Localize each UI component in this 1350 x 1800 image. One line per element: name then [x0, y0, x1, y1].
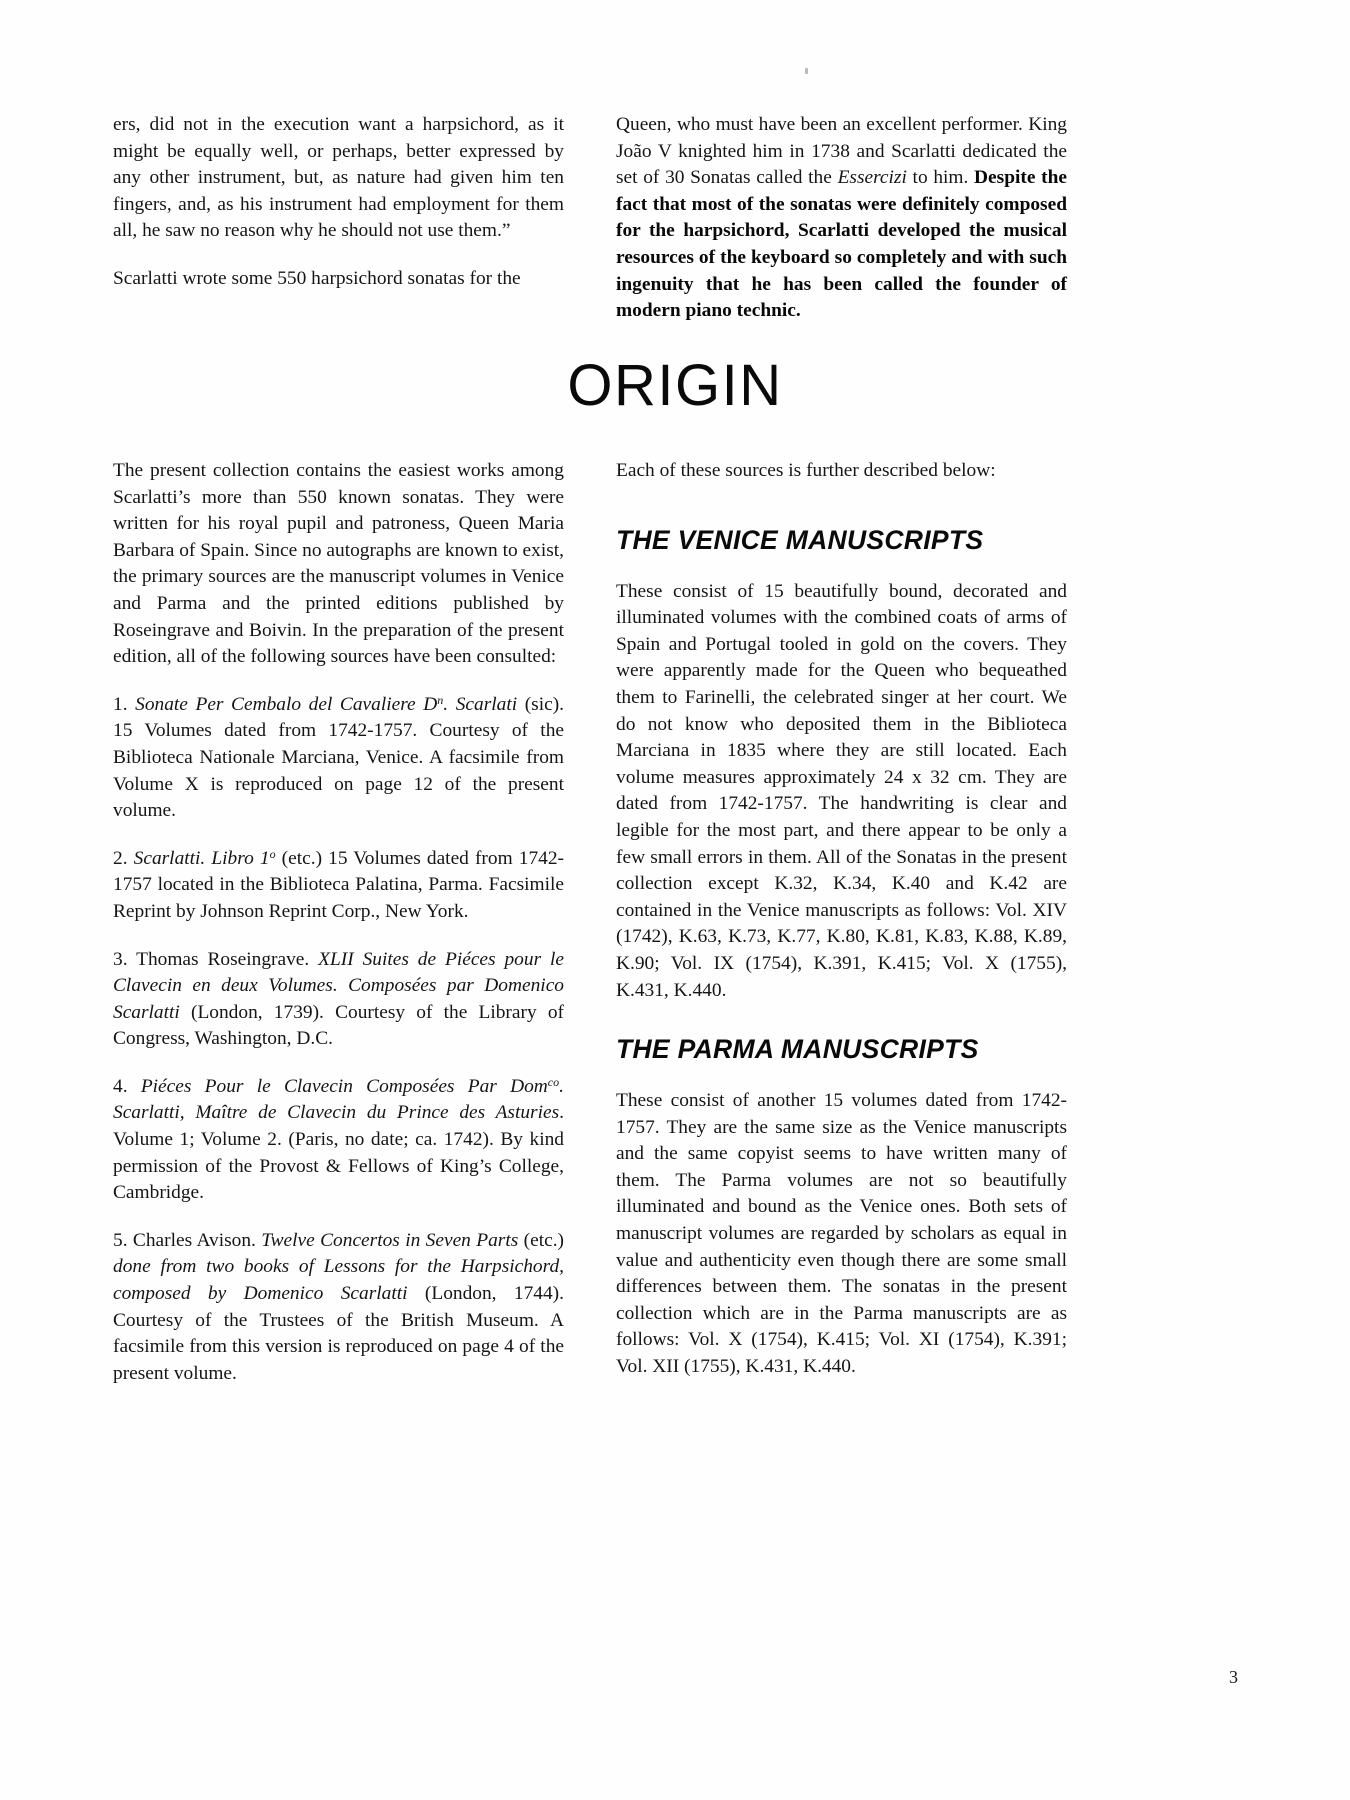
paragraph-sources-described: Each of these sources is further described below:	[616, 460, 996, 481]
source-number: 2.	[113, 847, 134, 869]
top-right-column	[616, 112, 1067, 346]
source-number: 5.	[113, 1229, 133, 1251]
source-detail: (London, 1744). Courtesy of the Trustees of the British Museum. A facsimile from this version is reproduced on page 4 of the present volume.	[113, 1283, 564, 1384]
text-plain-lead: Queen, who must have been an excellent performer. King João V knighted him in 1738 and Scarlatti dedicated the set of 30 Sonatas called the	[616, 114, 1067, 189]
paragraph-queen	[616, 112, 1067, 325]
lower-right-column	[616, 458, 1067, 1408]
source-number: 1.	[113, 693, 136, 715]
source-number: 3.	[113, 948, 137, 970]
source-title-part-a: Scarlatti. Libro 1	[133, 847, 270, 869]
page-title-wrap	[0, 352, 1350, 419]
source-title-part-a: Twelve Concertos in Seven Parts	[261, 1229, 519, 1251]
text-bold-emphasis: Despite the fact that most of the sonatas were definitely composed for the harpsichord, Scarlatti developed the musical resources of the keyboard so completely and with such ingenuity that he has been called the founder of modern piano technic.	[616, 167, 1067, 322]
source-item-4	[113, 1074, 564, 1207]
source-plain-mid: (etc.)	[518, 1229, 564, 1251]
source-title-part-a: Sonate Per Cembalo del Cavaliere D	[135, 693, 438, 715]
source-author: Thomas Roseingrave.	[136, 948, 319, 970]
paragraph-sonata-count: Scarlatti wrote some 550 harpsichord sonatas for the	[113, 267, 521, 289]
top-columns	[113, 112, 1237, 346]
section-heading-parma: THE PARMA MANUSCRIPTS	[616, 1034, 979, 1065]
source-detail: . Volume 1; Volume 2. (Paris, no date; ca. 1742). By kind permission of the Provost & Fellows of King’s College, Cambridge.	[113, 1102, 564, 1204]
top-left-column	[113, 112, 564, 346]
source-title-part-b: . Scarlatti, Maître de Clavecin du Prince des Asturies	[113, 1075, 564, 1124]
source-title-superscript: co	[547, 1074, 560, 1089]
paragraph-parma-manuscripts: These consist of another 15 volumes dated from 1742-1757. They are the same size as the Venice manuscripts and the same copyist seems to have written many of them. The Parma volumes are not so beautifully illuminated and bound as the Venice ones. Both sets of manuscript volumes are regarded by scholars as equal in value and authenticity even though there are some small differences between them. The sonatas in the present collection which are in the Parma manuscripts are as follows: Vol. X (1754), K.415; Vol. XI (1754), K.391; Vol. XII (1755), K.431, K.440.	[616, 1090, 1067, 1378]
paragraph-continuation: ers, did not in the execution want a harpsichord, as it might be equally well, or perhaps, better expressed by any other instrument, but, as nature had given him ten fingers, and, as his instrument had employment for them all, he saw no reason why he should not use them.”	[113, 114, 564, 242]
source-number: 4.	[113, 1075, 141, 1097]
source-item-3	[113, 947, 564, 1053]
source-title-part-a: Piéces Pour le Clavecin Composées Par Dom	[140, 1075, 548, 1097]
source-title-superscript: o	[269, 846, 276, 861]
source-title-superscript: n	[437, 692, 444, 707]
source-detail: (etc.) 15 Volumes dated from 1742-1757 located in the Biblioteca Palatina, Parma. Facsimile Reprint by Johnson Reprint Corp., New York.	[113, 847, 564, 922]
source-detail: (sic). 15 Volumes dated from 1742-1757. Courtesy of the Biblioteca Nationale Marciana, Venice. A facsimile from Volume X is reproduced on page 12 of the present volume.	[113, 693, 565, 822]
source-item-5	[113, 1228, 564, 1388]
scan-speck	[805, 68, 808, 74]
source-title-part-a: XLII Suites de Piéces pour le Clavecin en deux Volumes. Composées par Domenico Scarlatti	[113, 948, 564, 1023]
source-item-2	[113, 846, 564, 926]
source-item-1	[113, 692, 564, 825]
page-title: ORIGIN	[567, 353, 783, 418]
lower-columns	[113, 458, 1237, 1408]
source-author: Charles Avison.	[132, 1229, 262, 1251]
source-title-part-b: . Scarlati	[443, 693, 518, 715]
text-plain-mid: to him.	[906, 167, 975, 189]
page-number: 3	[1229, 1667, 1238, 1687]
lower-left-column	[113, 458, 564, 1408]
paragraph-collection-intro: The present collection contains the easiest works among Scarlatti’s more than 550 known sonatas. They were written for his royal pupil and patroness, Queen Maria Barbara of Spain. Since no autographs are known to exist, the primary sources are the manuscript volumes in Venice and Parma and the printed editions published by Roseingrave and Boivin. In the preparation of the present edition, all of the following sources have been consulted:	[113, 460, 564, 668]
paragraph-venice-manuscripts: These consist of 15 beautifully bound, decorated and illuminated volumes with the combined coats of arms of Spain and Portugal tooled in gold on the covers. They were apparently made for the Queen who bequeathed them to Farinelli, the celebrated singer at her court. We do not know who deposited them in the Biblioteca Marciana in 1835 where they are still located. Each volume measures approximately 24 x 32 cm. They are dated from 1742-1757. The handwriting is clear and legible for the most part, and there appear to be only a few small errors in them. All of the Sonatas in the present collection except K.32, K.34, K.40 and K.42 are contained in the Venice manuscripts as follows: Vol. XIV (1742), K.63, K.73, K.77, K.80, K.81, K.83, K.88, K.89, K.90; Vol. IX (1754), K.391, K.415; Vol. X (1755), K.431, K.440.	[616, 580, 1067, 1001]
source-title-part-b: done from two books of Lessons for the Harpsichord, composed by Domenico Scarlatti	[113, 1256, 564, 1305]
source-detail: (London, 1739). Courtesy of the Library of Congress, Washington, D.C.	[113, 1001, 564, 1050]
section-heading-venice: THE VENICE MANUSCRIPTS	[616, 524, 984, 555]
title-essercizi: Essercizi	[837, 167, 907, 189]
